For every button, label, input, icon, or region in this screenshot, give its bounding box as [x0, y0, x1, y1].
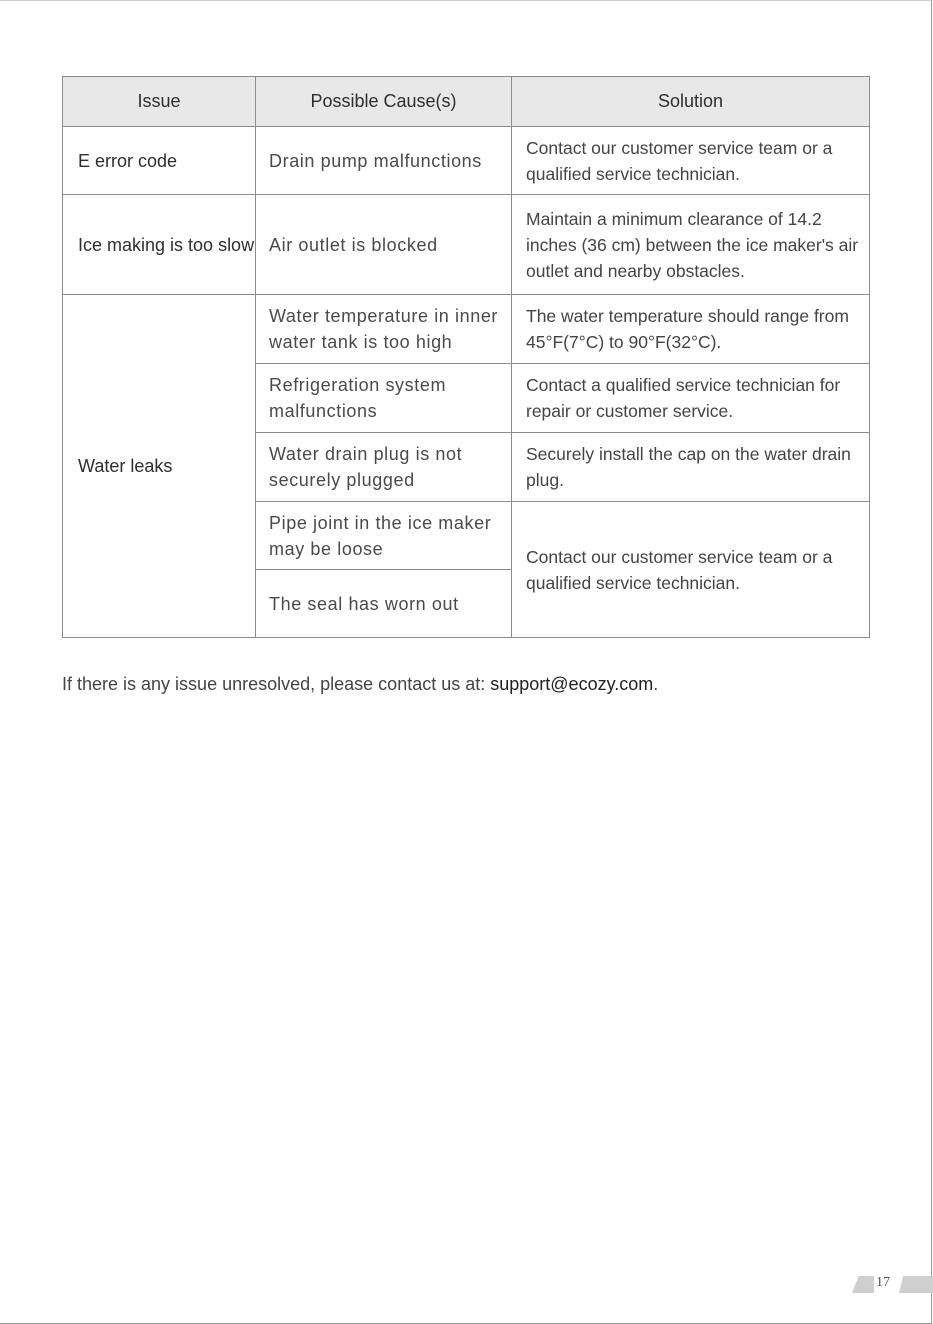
contact-note-text: If there is any issue unresolved, please contact us at: — [62, 674, 491, 694]
table-header-row — [63, 77, 870, 127]
solution-cell: Securely install the cap on the water drain plug. — [512, 433, 870, 502]
contact-note — [62, 674, 658, 695]
cause-cell: Drain pump malfunctions — [256, 127, 512, 195]
solution-cell: Contact our customer service team or a qualified service technician. — [512, 502, 870, 638]
table-row — [63, 195, 870, 295]
solution-cell: The water temperature should range from 45°F(7°C) to 90°F(32°C). — [512, 295, 870, 364]
cause-cell: Water temperature in inner water tank is too high — [256, 295, 512, 364]
solution-cell: Contact our customer service team or a qualified service technician. — [512, 127, 870, 195]
cause-cell: The seal has worn out — [256, 570, 512, 638]
page-tab-left-shape — [852, 1276, 874, 1293]
troubleshooting-table — [62, 76, 870, 638]
table-row — [63, 127, 870, 195]
contact-note-end: . — [653, 674, 659, 694]
page-tab-right-shape — [899, 1276, 933, 1293]
solution-cell: Maintain a minimum clearance of 14.2 inches (36 cm) between the ice maker's air outlet and nearby obstacles. — [512, 195, 870, 295]
issue-cell: Water leaks — [63, 295, 256, 638]
issue-cell: Ice making is too slow — [63, 195, 256, 295]
support-email-link[interactable]: support@ecozy.com — [490, 674, 654, 694]
header-solution: Solution — [512, 77, 870, 127]
header-issue: Issue — [63, 77, 256, 127]
header-possible-causes: Possible Cause(s) — [256, 77, 512, 127]
issue-cell: E error code — [63, 127, 256, 195]
cause-cell: Air outlet is blocked — [256, 195, 512, 295]
solution-cell: Contact a qualified service technician for repair or customer service. — [512, 364, 870, 433]
page-number-tab — [852, 1276, 933, 1293]
table-row — [63, 295, 870, 364]
page-number: 17 — [876, 1275, 890, 1290]
cause-cell: Refrigeration system malfunctions — [256, 364, 512, 433]
cause-cell: Water drain plug is not securely plugged — [256, 433, 512, 502]
cause-cell: Pipe joint in the ice maker may be loose — [256, 502, 512, 570]
